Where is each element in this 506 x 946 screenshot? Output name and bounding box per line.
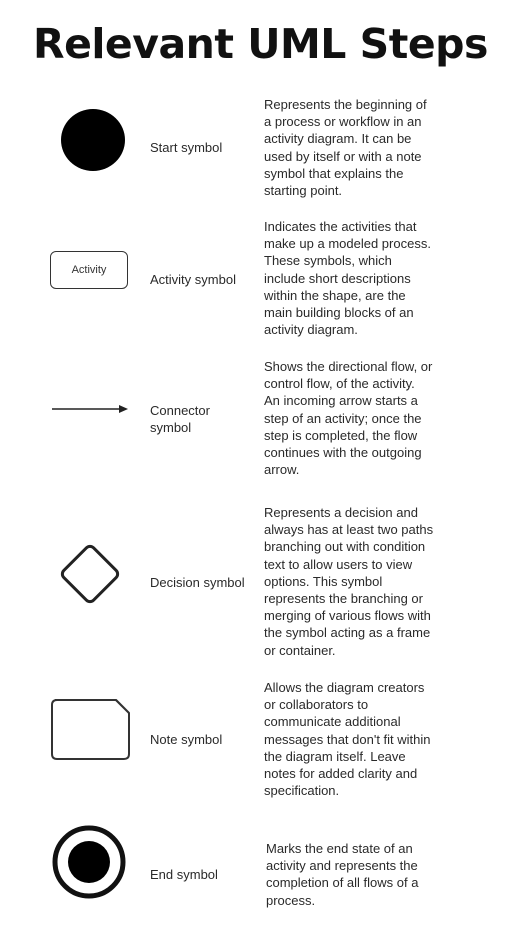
activity-symbol-description: Indicates the activities that make up a modeled process. These symbols, which include short descriptions within the shape, are the main building blocks of an activity diagram. (264, 219, 431, 338)
note-symbol-name: Note symbol (150, 732, 223, 747)
start-symbol-icon (58, 107, 128, 173)
start-symbol-name: Start symbol (150, 140, 223, 155)
decision-symbol-name: Decision symbol (150, 575, 245, 590)
activity-shape-label: Activity (71, 264, 107, 276)
connector-symbol-name: Connector symbol (150, 403, 210, 435)
end-symbol-name: End symbol (150, 867, 218, 882)
end-symbol-icon (51, 824, 127, 900)
page-title: Relevant UML Steps (33, 20, 488, 68)
connector-arrow-icon (50, 402, 130, 416)
end-symbol-description: Marks the end state of an activity and represents the completion of all flows of a process. (266, 841, 419, 908)
decision-diamond-icon (54, 538, 126, 610)
decision-symbol-description: Represents a decision and always has at least two paths branching out with condition text to allow users to view options. This symbol represents the branching or merging of various flows with the symbol acting as a frame or container. (264, 505, 434, 658)
connector-symbol-description: Shows the directional flow, or control flow, of the activity. An incoming arrow starts a step of an activity; once the step is completed, the flow continues with the outgoing arrow. (264, 359, 433, 478)
start-symbol-description: Represents the beginning of a process or workflow in an activity diagram. It can be used by itself or with a note symbol that explains the starting point. (264, 97, 427, 199)
activity-symbol-shape (50, 251, 128, 289)
activity-symbol-name: Activity symbol (150, 272, 236, 287)
note-symbol-description: Allows the diagram creators or collaborators to communicate additional messages that don't fit within the diagram itself. Leave notes for added clarity and specification. (264, 680, 431, 799)
note-symbol-icon (50, 698, 132, 762)
